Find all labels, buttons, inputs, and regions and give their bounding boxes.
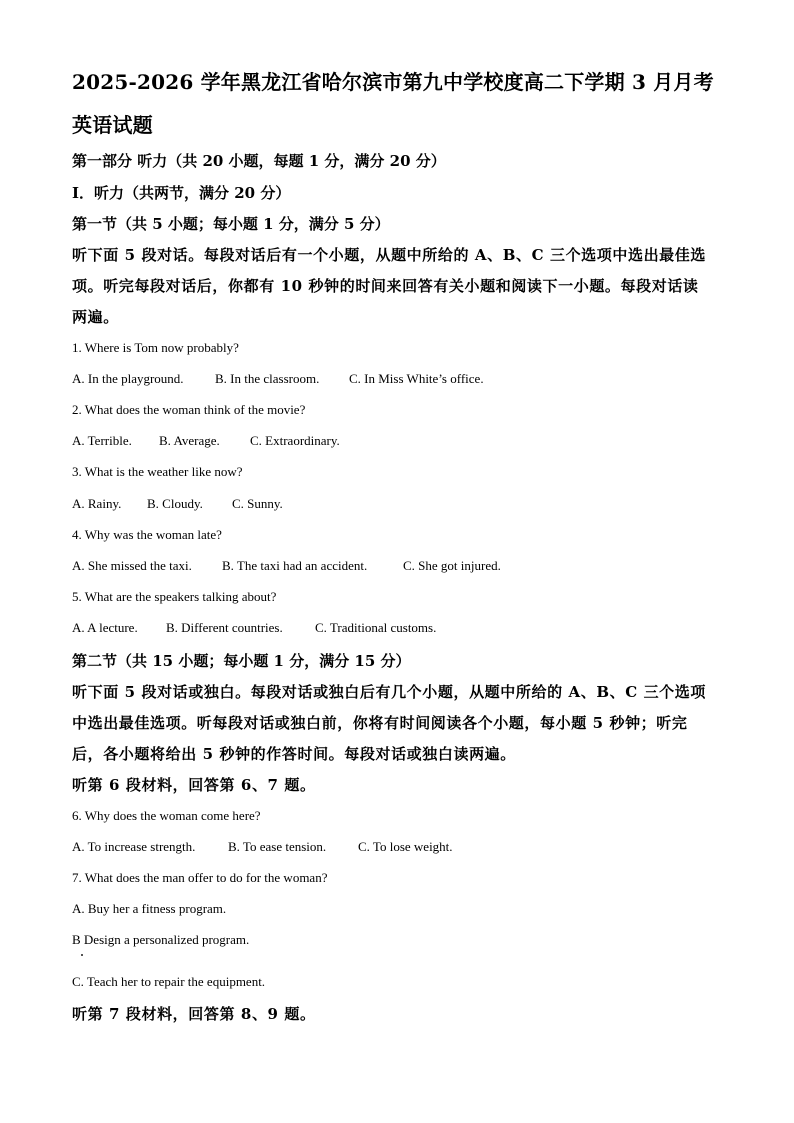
question-3-stem: 3. What is the weather like now? [72,464,243,479]
question-2-option-a: A. Terrible. [72,433,132,448]
question-4-option-b: B. The taxi had an accident. [222,558,368,573]
question-2-option-c: C. Extraordinary. [250,433,340,448]
question-1-option-a: A. In the playground. [72,371,184,386]
material-6-heading: 听第 6 段材料，回答第 6、7 题。 [72,776,316,794]
section1-heading: 第一节（共 5 小题；每小题 1 分，满分 5 分） [72,215,390,233]
question-4-options [72,558,501,574]
exam-title-line2: 英语试题 [72,113,153,137]
material-7-heading: 听第 7 段材料，回答第 8、9 题。 [72,1005,316,1023]
section2-instructions-line2: 中选出最佳选项。听每段对话或独白前，你将有时间阅读各个小题，每小题 5 秒钟；听完 [72,714,688,732]
question-3-option-b: B. Cloudy. [147,496,203,511]
question-2-options [72,433,340,449]
section1-instructions-line3: 两遍。 [72,308,119,326]
question-7-option-b: B Design a personalized program. [72,932,250,947]
question-6-stem: 6. Why does the woman come here? [72,808,261,823]
question-6-options [72,839,453,855]
question-5-stem: 5. What are the speakers talking about? [72,589,277,604]
section2-heading: 第二节（共 15 小题；每小题 1 分，满分 15 分） [72,652,411,670]
question-7-stem: 7. What does the man offer to do for the woman? [72,870,328,885]
question-4-option-a: A. She missed the taxi. [72,558,192,573]
section2-instructions-line3: 后，各小题将给出 5 秒钟的作答时间。每段对话或独白读两遍。 [72,745,516,763]
stray-dot-mark [81,954,83,956]
question-5-option-b: B. Different countries. [166,620,283,635]
question-1-stem: 1. Where is Tom now probably? [72,340,239,355]
question-1-option-c: C. In Miss White’s office. [349,371,484,386]
question-4-option-c: C. She got injured. [403,558,501,573]
question-5-option-c: C. Traditional customs. [315,620,437,635]
question-6-option-c: C. To lose weight. [358,839,453,854]
question-5-option-a: A. A lecture. [72,620,138,635]
part1-heading: 第一部分 听力（共 20 小题，每题 1 分，满分 20 分） [72,152,446,170]
section2-instructions-line1: 听下面 5 段对话或独白。每段对话或独白后有几个小题，从题中所给的 A、B、C 三个选项 [72,683,706,701]
part1-subheading: Ⅰ．听力（共两节，满分 20 分） [72,184,291,202]
question-6-option-b: B. To ease tension. [228,839,327,854]
section1-instructions-line1: 听下面 5 段对话。每段对话后有一个小题，从题中所给的 A、B、C 三个选项中选出最佳选 [72,246,706,264]
section1-instructions-line2: 项。听完每段对话后，你都有 10 秒钟的时间来回答有关小题和阅读下一小题。每段对话读 [72,277,699,295]
question-3-option-c: C. Sunny. [232,496,283,511]
question-3-option-a: A. Rainy. [72,496,122,511]
question-6-option-a: A. To increase strength. [72,839,196,854]
question-7-option-a: A. Buy her a fitness program. [72,901,227,916]
question-2-option-b: B. Average. [159,433,220,448]
question-3-options [72,496,283,512]
question-1-option-b: B. In the classroom. [215,371,320,386]
question-1-options [72,371,484,387]
question-4-stem: 4. Why was the woman late? [72,527,222,542]
question-2-stem: 2. What does the woman think of the movie? [72,402,306,417]
question-7-option-c: C. Teach her to repair the equipment. [72,974,266,989]
question-5-options [72,620,436,636]
exam-title-line1: 2025-2026 学年黑龙江省哈尔滨市第九中学校度高二下学期 3 月月考 [72,70,714,94]
